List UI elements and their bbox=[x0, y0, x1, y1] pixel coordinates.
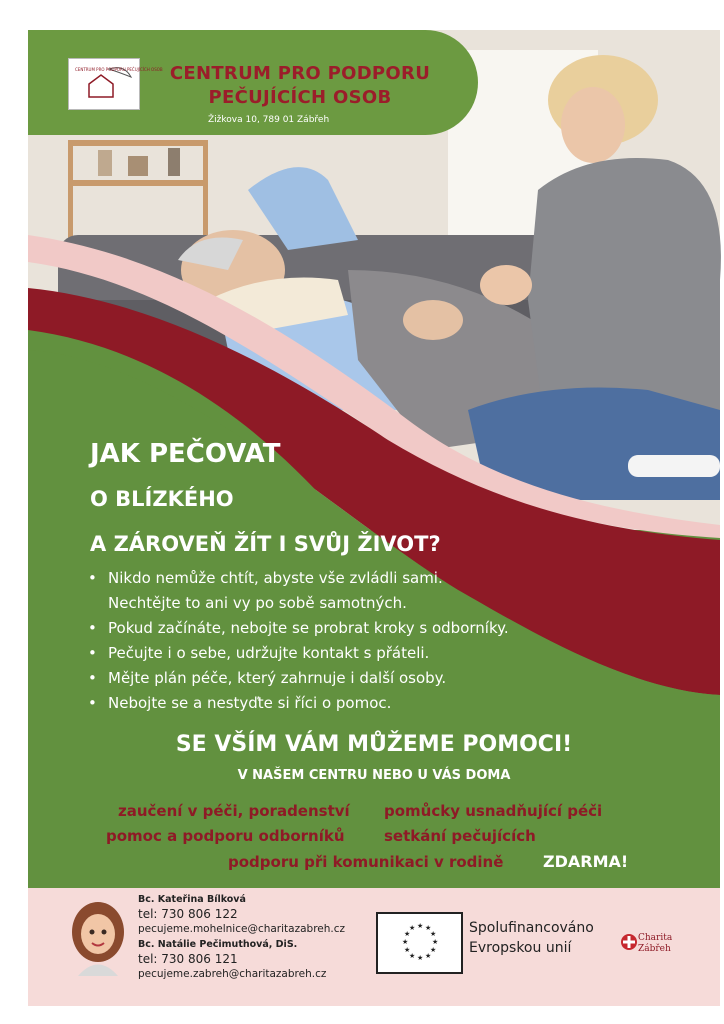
org-title bbox=[150, 62, 450, 110]
eu-line2: Evropskou unií bbox=[469, 940, 572, 956]
svg-text:★: ★ bbox=[417, 954, 424, 962]
service-item: podporu při komunikaci v rodině bbox=[228, 853, 504, 871]
svg-text:★: ★ bbox=[430, 930, 437, 938]
charita-cross-icon bbox=[620, 932, 638, 952]
eu-line1: Spolufinancováno bbox=[469, 920, 594, 936]
slogan-sub: V NAŠEM CENTRU NEBO U VÁS DOMA bbox=[237, 768, 511, 783]
headline-line2: O BLÍZKÉHO bbox=[90, 487, 234, 511]
charita-line2: Zábřeh bbox=[638, 944, 671, 954]
svg-text:★: ★ bbox=[432, 938, 439, 946]
logo-icon bbox=[68, 58, 163, 110]
slogan: SE VŠÍM VÁM MŮŽEME POMOCI! bbox=[175, 732, 573, 757]
tip-text: Nebojte se a nestyďte si říci o pomoc. bbox=[108, 694, 392, 712]
service-item: pomůcky usnadňující péči bbox=[384, 802, 603, 820]
svg-text:★: ★ bbox=[425, 924, 432, 932]
svg-text:★: ★ bbox=[417, 922, 424, 930]
svg-text:★: ★ bbox=[409, 924, 416, 932]
charita-logo-text bbox=[638, 933, 672, 955]
headline bbox=[90, 432, 441, 567]
tip-text-cont: Nechtějte to ani vy po sobě samotných. bbox=[108, 594, 407, 612]
footer bbox=[28, 888, 720, 1006]
avatar-icon bbox=[68, 898, 128, 976]
contact-name: Bc. Kateřina Bílková bbox=[138, 894, 246, 905]
svg-text:★: ★ bbox=[425, 952, 432, 960]
service-item: pomoc a podporu odborníků bbox=[106, 827, 345, 845]
free-label: ZDARMA! bbox=[543, 852, 629, 871]
eu-flag-icon bbox=[376, 912, 463, 974]
org-title-line2: PEČUJÍCÍCH OSOB bbox=[208, 87, 392, 108]
logo-text: CENTRUM PRO PODPORU PEČUJÍCÍCH OSOB bbox=[75, 67, 163, 72]
svg-text:★: ★ bbox=[404, 930, 411, 938]
tip-text: Pečujte i o sebe, udržujte kontakt s přáteli. bbox=[108, 644, 430, 662]
flyer bbox=[28, 30, 720, 1006]
org-title-line1: CENTRUM PRO PODPORU bbox=[169, 63, 431, 84]
service-item: zaučení v péči, poradenství bbox=[118, 802, 350, 820]
tip-item bbox=[88, 566, 509, 616]
headline-line1: JAK PEČOVAT bbox=[90, 439, 281, 469]
charita-line1: Charita bbox=[638, 933, 673, 943]
contact-email[interactable]: pecujeme.mohelnice@charitazabreh.cz bbox=[138, 923, 346, 935]
svg-text:★: ★ bbox=[430, 946, 437, 954]
svg-text:★: ★ bbox=[409, 952, 416, 960]
header-banner bbox=[28, 30, 478, 135]
tips-list bbox=[88, 566, 509, 716]
svg-text:★: ★ bbox=[402, 938, 409, 946]
tip-item bbox=[88, 666, 509, 691]
address: Žižkova 10, 789 01 Zábřeh bbox=[208, 115, 330, 125]
contact-name: Bc. Natálie Pečimuthová, DiS. bbox=[138, 939, 298, 950]
contact-phone[interactable]: tel: 730 806 122 bbox=[138, 907, 238, 921]
eu-cofinancing bbox=[469, 918, 594, 958]
tip-text: Mějte plán péče, který zahrnuje i další osoby. bbox=[108, 669, 447, 687]
contact-email[interactable]: pecujeme.zabreh@charitazabreh.cz bbox=[138, 968, 327, 980]
svg-text:★: ★ bbox=[404, 946, 411, 954]
headline-line3: A ZÁROVEŇ ŽÍT I SVŮJ ŽIVOT? bbox=[90, 532, 441, 556]
tip-item bbox=[88, 641, 509, 666]
tip-text: • Nikdo nemůže chtít, abyste vše zvládli sami. bbox=[108, 569, 443, 587]
tip-item bbox=[88, 691, 509, 716]
tip-text: Pokud začínáte, nebojte se probrat kroky s odborníky. bbox=[108, 619, 509, 637]
tip-item bbox=[88, 616, 509, 641]
contacts bbox=[138, 892, 345, 982]
contact-phone[interactable]: tel: 730 806 121 bbox=[138, 952, 238, 966]
service-item: setkání pečujících bbox=[384, 827, 536, 845]
